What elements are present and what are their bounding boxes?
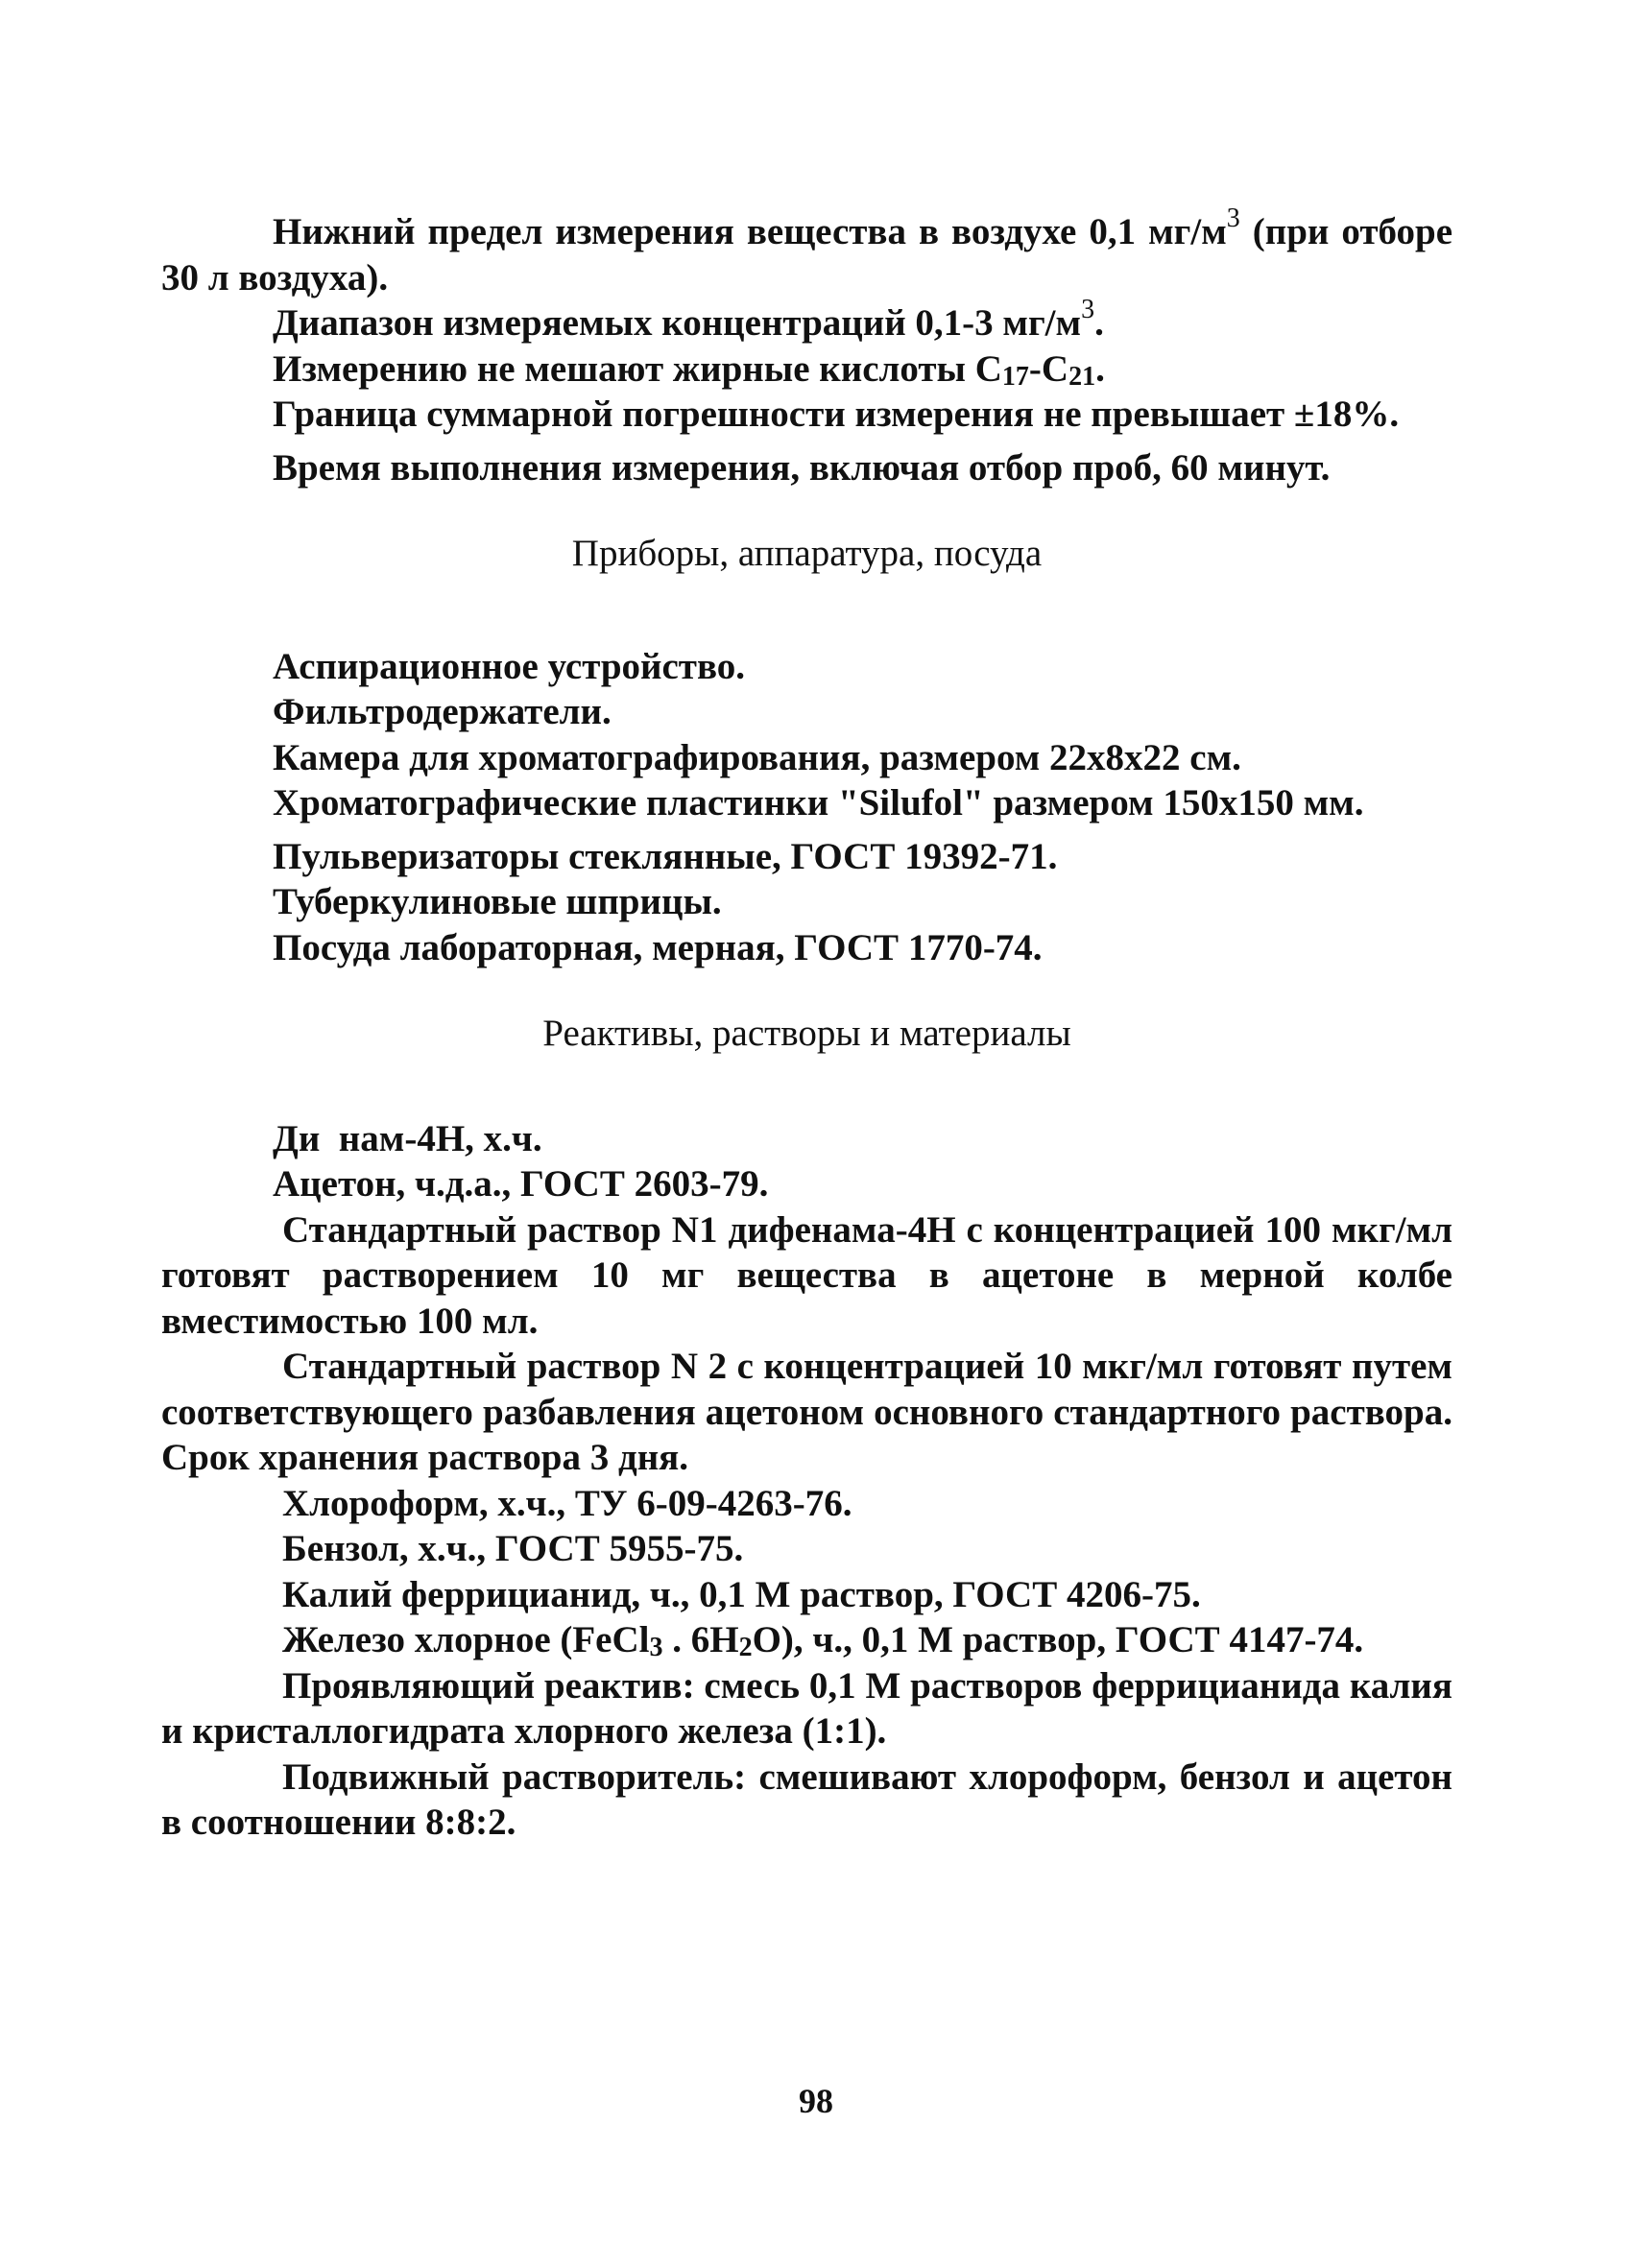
reagent-item: Ди нам-4Н, х.ч.	[273, 1117, 542, 1159]
page-number: 98	[799, 2082, 833, 2120]
equipment-item: Аспирационное устройство.	[273, 645, 745, 687]
text-column	[161, 203, 1452, 1846]
reagent-item: Калий феррицианид, ч., 0,1 М раствор, ГОСТ 4206-75.	[282, 1573, 1201, 1615]
error-limit-paragraph: Граница суммарной погрешности измерения не превышает ±18%.	[273, 394, 1400, 435]
reagent-item: Стандартный раствор N1 дифенама-4Н с концентрацией 100 мкг/мл готовят растворением 10 мг вещества в ацетоне в мерной колбе вместимостью 100 мл.	[161, 1208, 1452, 1342]
equipment-item: Посуда лабораторная, мерная, ГОСТ 1770-74.	[273, 926, 1043, 968]
iron-chloride-item: Железо хлорное (FeCl$_3$ . $6H_2O$), ч., 0,1 М раствор, ГОСТ 4147-74.	[282, 1619, 1364, 1662]
range-paragraph: Диапазон измеряемых концентраций 0,1-3 $мг/м^3$.	[273, 295, 1104, 344]
duration-paragraph: Время выполнения измерения, включая отбор проб, 60 минут.	[273, 446, 1331, 489]
reagent-item: Бензол, х.ч., ГОСТ 5955-75.	[282, 1528, 744, 1569]
equipment-list	[161, 644, 1452, 971]
reagent-item: Стандартный раствор N 2 с концентрацией 10 мкг/мл готовят путем соответствующего разбавления ацетоном основного стандартного раствора. Срок хранения раствора 3 дня.	[161, 1346, 1452, 1478]
equipment-item: Туберкулиновые шприцы.	[273, 881, 722, 922]
reagent-item: Хлороформ, х.ч., ТУ 6-09-4263-76.	[282, 1482, 852, 1524]
lower-limit-paragraph: Нижний предел измерения вещества в воздухе 0,1 $мг/м^3$ (при отборе 30 л воздуха).	[161, 203, 1452, 298]
equipment-heading: Приборы, аппаратура, посуда	[571, 533, 1043, 574]
reagent-item: Ацетон, ч.д.а., ГОСТ 2603-79.	[273, 1163, 769, 1205]
interference-paragraph: Измерению не мешают жирные кислоты $С_{17}-С_{21}$.	[273, 347, 1105, 392]
equipment-item: Пульверизаторы стеклянные, ГОСТ 19392-71.	[273, 835, 1058, 877]
mobile-solvent-item: Подвижный растворитель: смешивают хлороформ, бензол и ацетон в соотношении 8:8:2.	[161, 1755, 1452, 1843]
reagents-heading: Реактивы, растворы и материалы	[542, 1013, 1071, 1054]
equipment-item: Фильтродержатели.	[273, 691, 612, 732]
equipment-item: Хроматографические пластинки "Silufol" размером 150х150 мм.	[273, 782, 1364, 824]
developer-reagent-item: Проявляющий реактив: смесь 0,1 М растворов феррицианида калия и кристаллогидрата хлорного железа (1:1).	[161, 1664, 1452, 1752]
reagents-list	[161, 1116, 1452, 1846]
equipment-item: Камера для хроматографирования, размером 22х8х22 см.	[273, 736, 1241, 778]
